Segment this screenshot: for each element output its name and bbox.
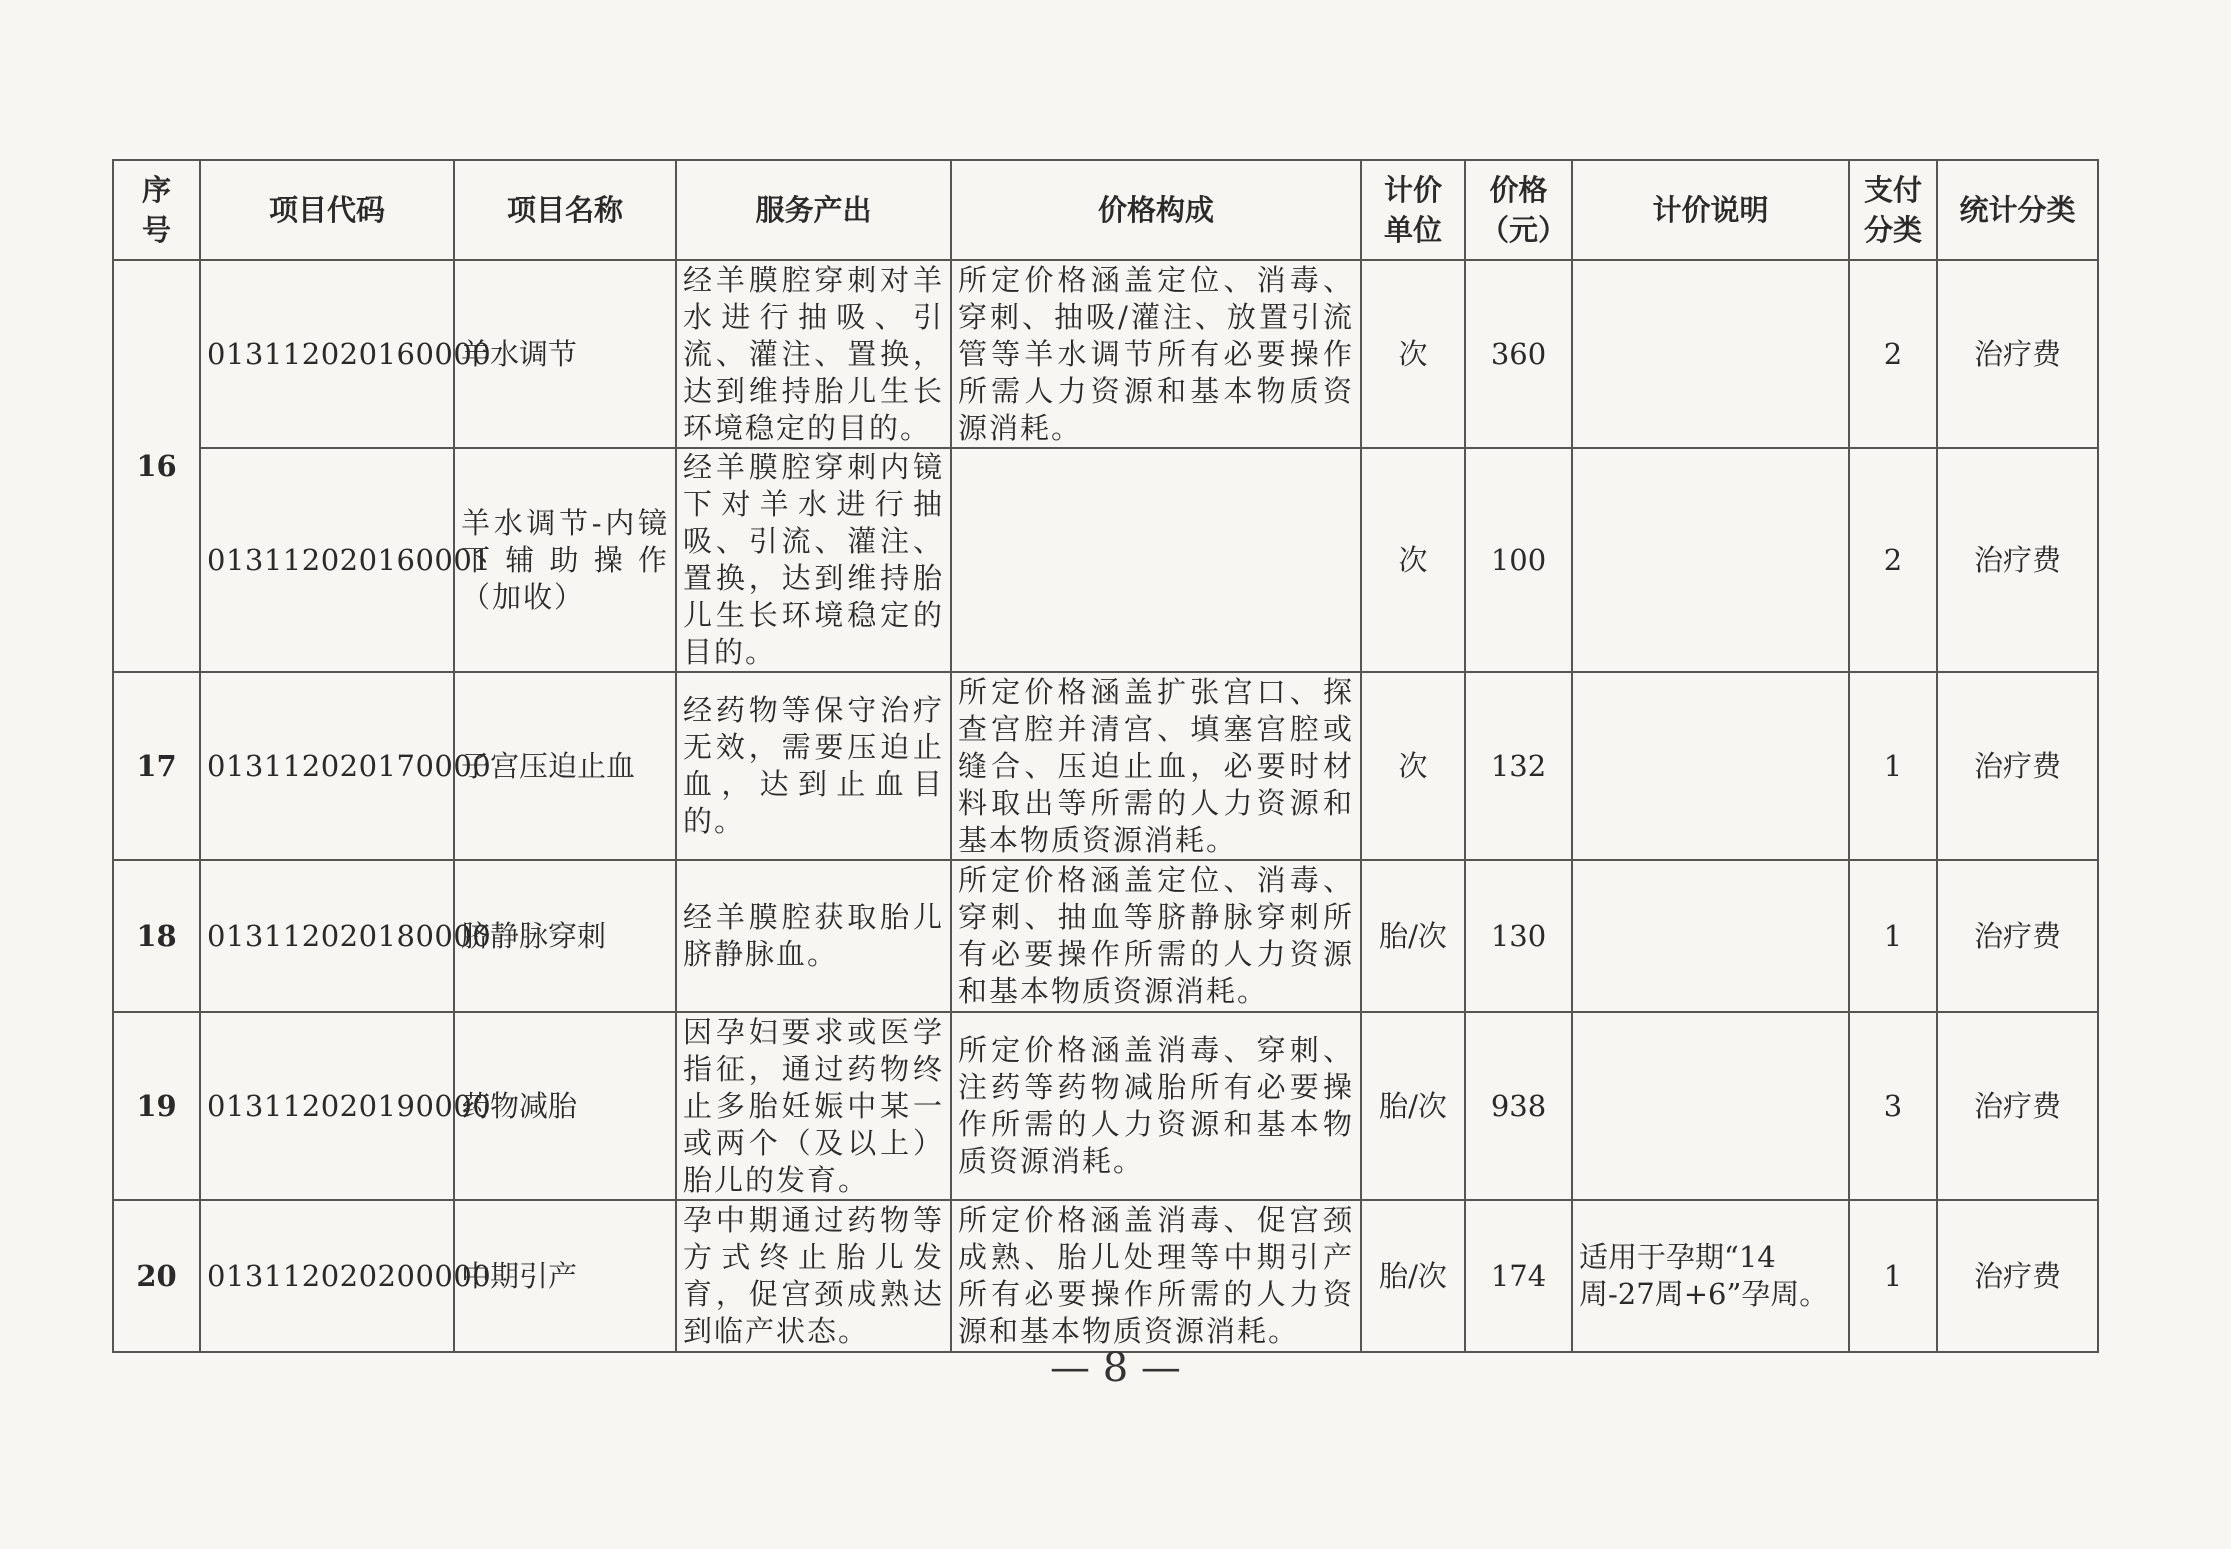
row-name: 药物减胎 bbox=[454, 1012, 676, 1200]
table-row bbox=[113, 672, 2098, 860]
header-stat: 统计分类 bbox=[1937, 160, 2098, 260]
row-output: 经羊膜腔穿刺对羊水进行抽吸、引流、灌注、置换，达到维持胎儿生长环境稳定的目的。 bbox=[676, 260, 951, 448]
row-stat: 治疗费 bbox=[1937, 860, 2098, 1012]
row-pay: 1 bbox=[1849, 860, 1937, 1012]
row-unit: 胎/次 bbox=[1361, 1012, 1465, 1200]
row-output: 经羊膜腔获取胎儿脐静脉血。 bbox=[676, 860, 951, 1012]
price-table bbox=[112, 159, 2099, 1353]
row-code: 013112020200000 bbox=[200, 1200, 454, 1352]
row-stat: 治疗费 bbox=[1937, 448, 2098, 672]
row-unit: 次 bbox=[1361, 448, 1465, 672]
row-composition: 所定价格涵盖定位、消毒、穿刺、抽血等脐静脉穿刺所有必要操作所需的人力资源和基本物质资源消耗。 bbox=[951, 860, 1361, 1012]
row-code: 013112020190000 bbox=[200, 1012, 454, 1200]
table-row bbox=[113, 1200, 2098, 1352]
row-composition bbox=[951, 448, 1361, 672]
row-pay: 1 bbox=[1849, 672, 1937, 860]
header-note: 计价说明 bbox=[1572, 160, 1849, 260]
row-name: 羊水调节 bbox=[454, 260, 676, 448]
row-code: 013112020160000 bbox=[200, 260, 454, 448]
row-seq: 20 bbox=[113, 1200, 200, 1352]
row-name: 脐静脉穿刺 bbox=[454, 860, 676, 1012]
row-code: 013112020160001 bbox=[200, 448, 454, 672]
row-name: 子宫压迫止血 bbox=[454, 672, 676, 860]
row-stat: 治疗费 bbox=[1937, 1200, 2098, 1352]
row-price: 132 bbox=[1465, 672, 1572, 860]
row-composition: 所定价格涵盖定位、消毒、穿刺、抽吸/灌注、放置引流管等羊水调节所有必要操作所需人力资源和基本物质资源消耗。 bbox=[951, 260, 1361, 448]
header-composition: 价格构成 bbox=[951, 160, 1361, 260]
row-seq: 17 bbox=[113, 672, 200, 860]
table-row bbox=[113, 260, 2098, 448]
row-unit: 胎/次 bbox=[1361, 1200, 1465, 1352]
header-pay: 支付分类 bbox=[1849, 160, 1937, 260]
page-number: — 8 — bbox=[1050, 1345, 1181, 1391]
row-price: 360 bbox=[1465, 260, 1572, 448]
header-name: 项目名称 bbox=[454, 160, 676, 260]
row-note: 适用于孕期“14周-27周+6”孕周。 bbox=[1572, 1200, 1849, 1352]
row-composition: 所定价格涵盖消毒、穿刺、注药等药物减胎所有必要操作所需的人力资源和基本物质资源消耗。 bbox=[951, 1012, 1361, 1200]
row-price: 938 bbox=[1465, 1012, 1572, 1200]
row-output: 经羊膜腔穿刺内镜下对羊水进行抽吸、引流、灌注、置换，达到维持胎儿生长环境稳定的目的。 bbox=[676, 448, 951, 672]
row-composition: 所定价格涵盖消毒、促宫颈成熟、胎儿处理等中期引产所有必要操作所需的人力资源和基本物质资源消耗。 bbox=[951, 1200, 1361, 1352]
row-price: 100 bbox=[1465, 448, 1572, 672]
row-price: 174 bbox=[1465, 1200, 1572, 1352]
row-unit: 胎/次 bbox=[1361, 860, 1465, 1012]
table-row bbox=[113, 1012, 2098, 1200]
row-pay: 3 bbox=[1849, 1012, 1937, 1200]
row-pay: 1 bbox=[1849, 1200, 1937, 1352]
row-pay: 2 bbox=[1849, 260, 1937, 448]
header-unit: 计价单位 bbox=[1361, 160, 1465, 260]
row-seq: 19 bbox=[113, 1012, 200, 1200]
row-code: 013112020170000 bbox=[200, 672, 454, 860]
row-note bbox=[1572, 672, 1849, 860]
table-header-row bbox=[113, 160, 2098, 260]
header-seq: 序号 bbox=[113, 160, 200, 260]
row-output: 因孕妇要求或医学指征，通过药物终止多胎妊娠中某一或两个（及以上）胎儿的发育。 bbox=[676, 1012, 951, 1200]
row-note bbox=[1572, 860, 1849, 1012]
row-seq: 16 bbox=[113, 260, 200, 672]
row-output: 孕中期通过药物等方式终止胎儿发育，促宫颈成熟达到临产状态。 bbox=[676, 1200, 951, 1352]
row-code: 013112020180000 bbox=[200, 860, 454, 1012]
row-composition: 所定价格涵盖扩张宫口、探查宫腔并清宫、填塞宫腔或缝合、压迫止血，必要时材料取出等所需的人力资源和基本物质资源消耗。 bbox=[951, 672, 1361, 860]
row-seq: 18 bbox=[113, 860, 200, 1012]
row-note bbox=[1572, 1012, 1849, 1200]
row-unit: 次 bbox=[1361, 672, 1465, 860]
row-note bbox=[1572, 448, 1849, 672]
header-output: 服务产出 bbox=[676, 160, 951, 260]
row-note bbox=[1572, 260, 1849, 448]
header-code: 项目代码 bbox=[200, 160, 454, 260]
table-row bbox=[113, 860, 2098, 1012]
row-name: 中期引产 bbox=[454, 1200, 676, 1352]
row-pay: 2 bbox=[1849, 448, 1937, 672]
row-name: 羊水调节-内镜下辅助操作（加收） bbox=[454, 448, 676, 672]
row-stat: 治疗费 bbox=[1937, 672, 2098, 860]
table-row bbox=[113, 448, 2098, 672]
row-stat: 治疗费 bbox=[1937, 1012, 2098, 1200]
row-unit: 次 bbox=[1361, 260, 1465, 448]
row-price: 130 bbox=[1465, 860, 1572, 1012]
row-output: 经药物等保守治疗无效，需要压迫止血，达到止血目的。 bbox=[676, 672, 951, 860]
header-price: 价格（元） bbox=[1465, 160, 1572, 260]
row-stat: 治疗费 bbox=[1937, 260, 2098, 448]
